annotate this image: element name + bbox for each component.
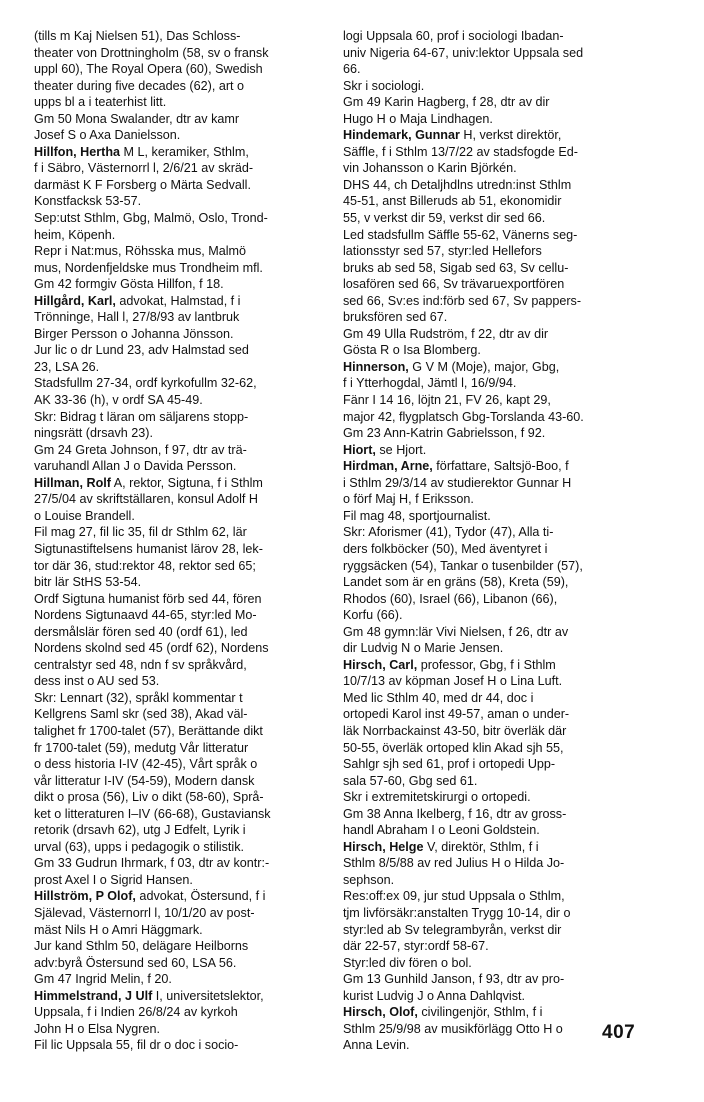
entry-line: Gm 38 Anna Ikelberg, f 16, dtr av gross- (343, 806, 567, 821)
entry-line (34, 144, 330, 161)
entry-line: prost Axel I o Sigrid Hansen. (34, 872, 193, 887)
entry-line: vin Johansson o Karin Björkén. (343, 161, 517, 176)
entry-line: Skr: Bidrag t läran om säljarens stopp- (34, 409, 249, 424)
entry-line: Led stadsfullm Säffle 55-62, Vänerns seg- (343, 227, 578, 242)
entry-line: Sep:utst Sthlm, Gbg, Malmö, Oslo, Trond- (34, 211, 268, 226)
entry-line: dikt o prosa (56), Liv o dikt (58-60), Språ- (34, 790, 264, 805)
entry-line: Säffle, f i Sthlm 13/7/22 av stadsfogde Ed- (343, 144, 578, 159)
entry-line: Birger Persson o Johanna Jönsson. (34, 326, 234, 341)
entry-text: se Hjort. (375, 442, 427, 457)
entry-line: Res:off:ex 09, jur stud Uppsala o Sthlm, (343, 889, 565, 904)
entry-line: handl Abraham I o Leoni Goldstein. (343, 823, 540, 838)
entry-line: o dess historia I-IV (42-45), Vårt språk o (34, 757, 258, 772)
entry-line (343, 839, 640, 856)
entry-line: fr 1700-talet (59), medutg Vår litteratur (34, 740, 249, 755)
entry-line: Hugo H o Maja Lindhagen. (343, 111, 493, 126)
entry-line: sed 66, Sv:es ind:förb sed 67, Sv pappers- (343, 293, 582, 308)
biography-entry (343, 442, 640, 459)
entry-name: Hirdman, Arne, (343, 459, 433, 474)
entry-line: Skr i extremitetskirurgi o ortopedi. (343, 790, 531, 805)
entry-line: Själevad, Västernorrl l, 10/1/20 av post- (34, 905, 255, 920)
entry-line: bitr lär StHS 53-54. (34, 575, 142, 590)
entry-line: styr:led ab Sv telegrambyrån, verkst dir (343, 922, 562, 937)
entry-text: M L, keramiker, Sthlm, (120, 144, 249, 159)
entry-line: 10/7/13 av köpman Josef H o Lina Luft. (343, 674, 563, 689)
entry-line: f i Ytterhogdal, Jämtl l, 16/9/94. (343, 376, 517, 391)
entry-line: 66. (343, 62, 361, 77)
entry-line: Sigtunastiftelsens humanist lärov 28, lek- (34, 541, 263, 556)
entry-line: o Louise Brandell. (34, 508, 135, 523)
entry-line: Skr: Aforismer (41), Tydor (47), Alla ti- (343, 525, 554, 540)
biography-entry (343, 359, 640, 442)
entry-line: adv:byrå Östersund sed 60, LSA 56. (34, 955, 237, 970)
entry-line: retorik (drsavh 62), utg J Edfelt, Lyrik i (34, 823, 246, 838)
entry-line: i Sthlm 29/3/14 av studierektor Gunnar H (343, 475, 572, 490)
entry-line: mus, Nordenfjeldske mus Trondheim mfl. (34, 260, 263, 275)
entry-name: Hiort, (343, 442, 376, 457)
entry-line (34, 293, 330, 310)
entry-line: Stadsfullm 27-34, ordf kyrkofullm 32-62, (34, 376, 257, 391)
entry-line: f i Säbro, Västernorrl l, 2/6/21 av skräd- (34, 161, 254, 176)
entry-line: bruksfören sed 67. (343, 310, 448, 325)
entry-line: Landet som är en gräns (58), Kreta (59), (343, 575, 569, 590)
entry-line: Gm 48 gymn:lär Vivi Nielsen, f 26, dtr av (343, 624, 569, 639)
entry-name: Himmelstrand, J Ulf (34, 988, 153, 1003)
entry-line: sala 57-60, Gbg sed 61. (343, 773, 478, 788)
entry-name: Hillgård, Karl, (34, 293, 116, 308)
entry-line: Jur kand Sthlm 50, delägare Heilborns (34, 939, 249, 954)
entry-text: civilingenjör, Sthlm, f i (417, 1005, 543, 1020)
entry-line: Gm 49 Karin Hagberg, f 28, dtr av dir (343, 95, 550, 110)
entry-line: o förf Maj H, f Eriksson. (343, 492, 474, 507)
entry-line: Ordf Sigtuna humanist förb sed 44, fören (34, 591, 262, 606)
entry-text: advokat, Östersund, f i (135, 889, 266, 904)
entry-line: bruks ab sed 58, Sigab sed 63, Sv cellu- (343, 260, 569, 275)
entry-line: uppl 60), The Royal Opera (60), Swedish (34, 62, 263, 77)
entry-line: Gösta R o Isa Blomberg. (343, 343, 481, 358)
entry-line: Gm 47 Ingrid Melin, f 20. (34, 972, 172, 987)
entry-line: Sahlgr sjh sed 61, prof i ortopedi Upp- (343, 757, 556, 772)
entry-line: mäst Nils H o Amri Häggmark. (34, 922, 203, 937)
entry-line: Anna Levin. (343, 1038, 410, 1053)
entry-name: Hirsch, Carl, (343, 657, 418, 672)
entry-line (343, 359, 640, 376)
entry-text: V, direktör, Sthlm, f i (423, 839, 539, 854)
entry-line: Fil mag 27, fil lic 35, fil dr Sthlm 62, lär (34, 525, 247, 540)
entry-line: Gm 13 Gunhild Janson, f 93, dtr av pro- (343, 972, 565, 987)
entry-line: Styr:led div fören o bol. (343, 955, 472, 970)
entry-name: Hillström, P Olof, (34, 889, 136, 904)
entry-line: kurist Ludvig J o Anna Dahlqvist. (343, 988, 526, 1003)
entry-line: AK 33-36 (h), v ordf SA 45-49. (34, 393, 203, 408)
entry-line (34, 888, 330, 905)
entry-line: theater von Drottningholm (58, sv o fransk (34, 45, 269, 60)
biography-entry (34, 475, 330, 889)
entry-line: talighet fr 1700-talet (57), Berättande dikt (34, 723, 263, 738)
entry-name: Hillman, Rolf (34, 475, 111, 490)
right-column (343, 28, 640, 1054)
biography-entry (343, 127, 640, 359)
biography-entry (343, 839, 640, 1004)
entry-line: darmäst K F Forsberg o Märta Sedvall. (34, 177, 251, 192)
entry-line: Sthlm 25/9/98 av musikförlägg Otto H o (343, 1021, 563, 1036)
entry-line: theater during five decades (62), art o (34, 78, 245, 93)
entry-line: Gm 50 Mona Swalander, dtr av kamr (34, 111, 240, 126)
entry-line: 27/5/04 av skriftställaren, konsul Adolf H (34, 492, 259, 507)
entry-line (34, 988, 330, 1005)
entry-line: Fil mag 48, sportjournalist. (343, 508, 491, 523)
entry-line: 50-55, överläk ortoped klin Akad sjh 55, (343, 740, 564, 755)
entry-line: John H o Elsa Nygren. (34, 1021, 160, 1036)
entry-text: advokat, Halmstad, f i (115, 293, 241, 308)
entry-line: major 42, flygplatsch Gbg-Torslanda 43-60. (343, 409, 584, 424)
entry-name: Hindemark, Gunnar (343, 128, 460, 143)
entry-line: dir Ludvig N o Marie Jensen. (343, 641, 504, 656)
entry-line: DHS 44, ch Detaljhdlns utredn:inst Sthlm (343, 177, 572, 192)
entry-line: Repr i Nat:mus, Röhsska mus, Malmö (34, 244, 247, 259)
entry-line: Konstfacksk 53-57. (34, 194, 142, 209)
entry-text: G V M (Moje), major, Gbg, (408, 359, 560, 374)
entry-line: Uppsala, f i Indien 26/8/24 av kyrkoh (34, 1005, 238, 1020)
entry-line: 23, LSA 26. (34, 359, 100, 374)
entry-line: tjm livförsäkr:anstalten Trygg 10-14, dir o (343, 905, 571, 920)
entry-line: Josef S o Axa Danielsson. (34, 128, 181, 143)
entry-text: professor, Gbg, f i Sthlm (417, 657, 556, 672)
entry-line: ningsrätt (drsavh 23). (34, 426, 153, 441)
entry-line: 55, v verkst dir 59, verkst dir sed 66. (343, 211, 546, 226)
biography-entry (34, 888, 330, 987)
entry-text: I, universitetslektor, (152, 988, 264, 1003)
entry-line: Fänr I 14 16, löjtn 21, FV 26, kapt 29, (343, 393, 551, 408)
entry-line: centralstyr sed 48, ndn f sv språkvård, (34, 657, 247, 672)
entry-line: losafören sed 66, Sv trävaruexportfören (343, 277, 565, 292)
entry-line: Gm 49 Ulla Rudström, f 22, dtr av dir (343, 326, 549, 341)
entry-line: Skr i sociologi. (343, 78, 425, 93)
entry-line: ders folkböcker (50), Med äventyret i (343, 541, 548, 556)
entry-line: dess inst o AU sed 53. (34, 674, 160, 689)
entry-text: A, rektor, Sigtuna, f i Sthlm (110, 475, 263, 490)
entry-name: Hillfon, Hertha (34, 144, 121, 159)
entry-line: Rhodos (60), Israel (66), Libanon (66), (343, 591, 558, 606)
biography-entry (343, 1004, 640, 1054)
entry-name: Hinnerson, (343, 359, 409, 374)
biography-entry (34, 988, 330, 1054)
entry-line: univ Nigeria 64-67, univ:lektor Uppsala sed (343, 45, 584, 60)
entry-line: lationsstyr sed 57, styr:led Hellefors (343, 244, 542, 259)
biography-entry (34, 28, 330, 144)
entry-line: Nordens skolnd sed 45 (ordf 62), Nordens (34, 641, 269, 656)
entry-line (34, 475, 330, 492)
entry-line: logi Uppsala 60, prof i sociologi Ibadan- (343, 29, 564, 43)
entry-line: upps bl a i teaterhist litt. (34, 95, 167, 110)
entry-name: Hirsch, Helge (343, 839, 424, 854)
entry-line: Med lic Sthlm 40, med dr 44, doc i (343, 690, 534, 705)
entry-line: Skr: Lennart (32), språkl kommentar t (34, 690, 243, 705)
entry-line: tor där 36, stud:rektor 48, rektor sed 65; (34, 558, 256, 573)
entry-line: ryggsäcken (54), Tankar o tusenbilder (57), (343, 558, 583, 573)
entry-name: Hirsch, Olof, (343, 1005, 418, 1020)
biography-entry (343, 458, 640, 657)
entry-line: heim, Köpenh. (34, 227, 116, 242)
entry-line: ortopedi Karol inst 49-57, aman o under- (343, 707, 570, 722)
entry-line: Sthlm 8/5/88 av red Julius H o Hilda Jo- (343, 856, 565, 871)
entry-line: läk Norrbackainst 43-50, bitr överläk där (343, 723, 567, 738)
entry-text: författare, Saltsjö-Boo, f (432, 459, 569, 474)
left-column (34, 28, 330, 1054)
entry-line: 45-51, anst Billeruds ab 51, ekonomidir (343, 194, 562, 209)
biography-entry (343, 28, 640, 127)
entry-line: urval (63), upps i pedagogik o stilistik. (34, 839, 244, 854)
entry-line: ket o litteraturen I–IV (66-68), Gustaviansk (34, 806, 271, 821)
entry-line: Gm 23 Ann-Katrin Gabrielsson, f 92. (343, 426, 546, 441)
entry-line (343, 442, 640, 459)
entry-line: Gm 33 Gudrun Ihrmark, f 03, dtr av kontr:- (34, 856, 270, 871)
entry-line: Trönninge, Hall l, 27/8/93 av lantbruk (34, 310, 240, 325)
entry-line: Fil lic Uppsala 55, fil dr o doc i socio- (34, 1038, 239, 1053)
entry-line: (tills m Kaj Nielsen 51), Das Schloss- (34, 29, 241, 43)
entry-line (343, 1004, 640, 1021)
entry-line: varuhandl Allan J o Davida Persson. (34, 459, 237, 474)
biography-entry (34, 293, 330, 475)
entry-line: Jur lic o dr Lund 23, adv Halmstad sed (34, 343, 249, 358)
entry-line: vår litteratur I-IV (54-59), Modern dansk (34, 773, 255, 788)
page-number: 407 (602, 1022, 636, 1043)
entry-line: Nordens Sigtunaavd 44-65, styr:led Mo- (34, 608, 257, 623)
entry-line: Korfu (66). (343, 608, 403, 623)
biography-entry (34, 144, 330, 293)
entry-line (343, 458, 640, 475)
entry-line (343, 127, 640, 144)
entry-text: H, verkst direktör, (459, 128, 562, 143)
entry-line: sephson. (343, 872, 395, 887)
entry-line: Gm 24 Greta Johnson, f 97, dtr av trä- (34, 442, 247, 457)
entry-line: där 22-57, styr:ordf 58-67. (343, 939, 489, 954)
biography-entry (343, 657, 640, 839)
entry-line: dersmålslär fören sed 40 (ordf 61), led (34, 624, 248, 639)
entry-line: Gm 42 formgiv Gösta Hillfon, f 18. (34, 277, 224, 292)
entry-line (343, 657, 640, 674)
entry-line: Kellgrens Saml skr (sed 38), Akad väl- (34, 707, 248, 722)
